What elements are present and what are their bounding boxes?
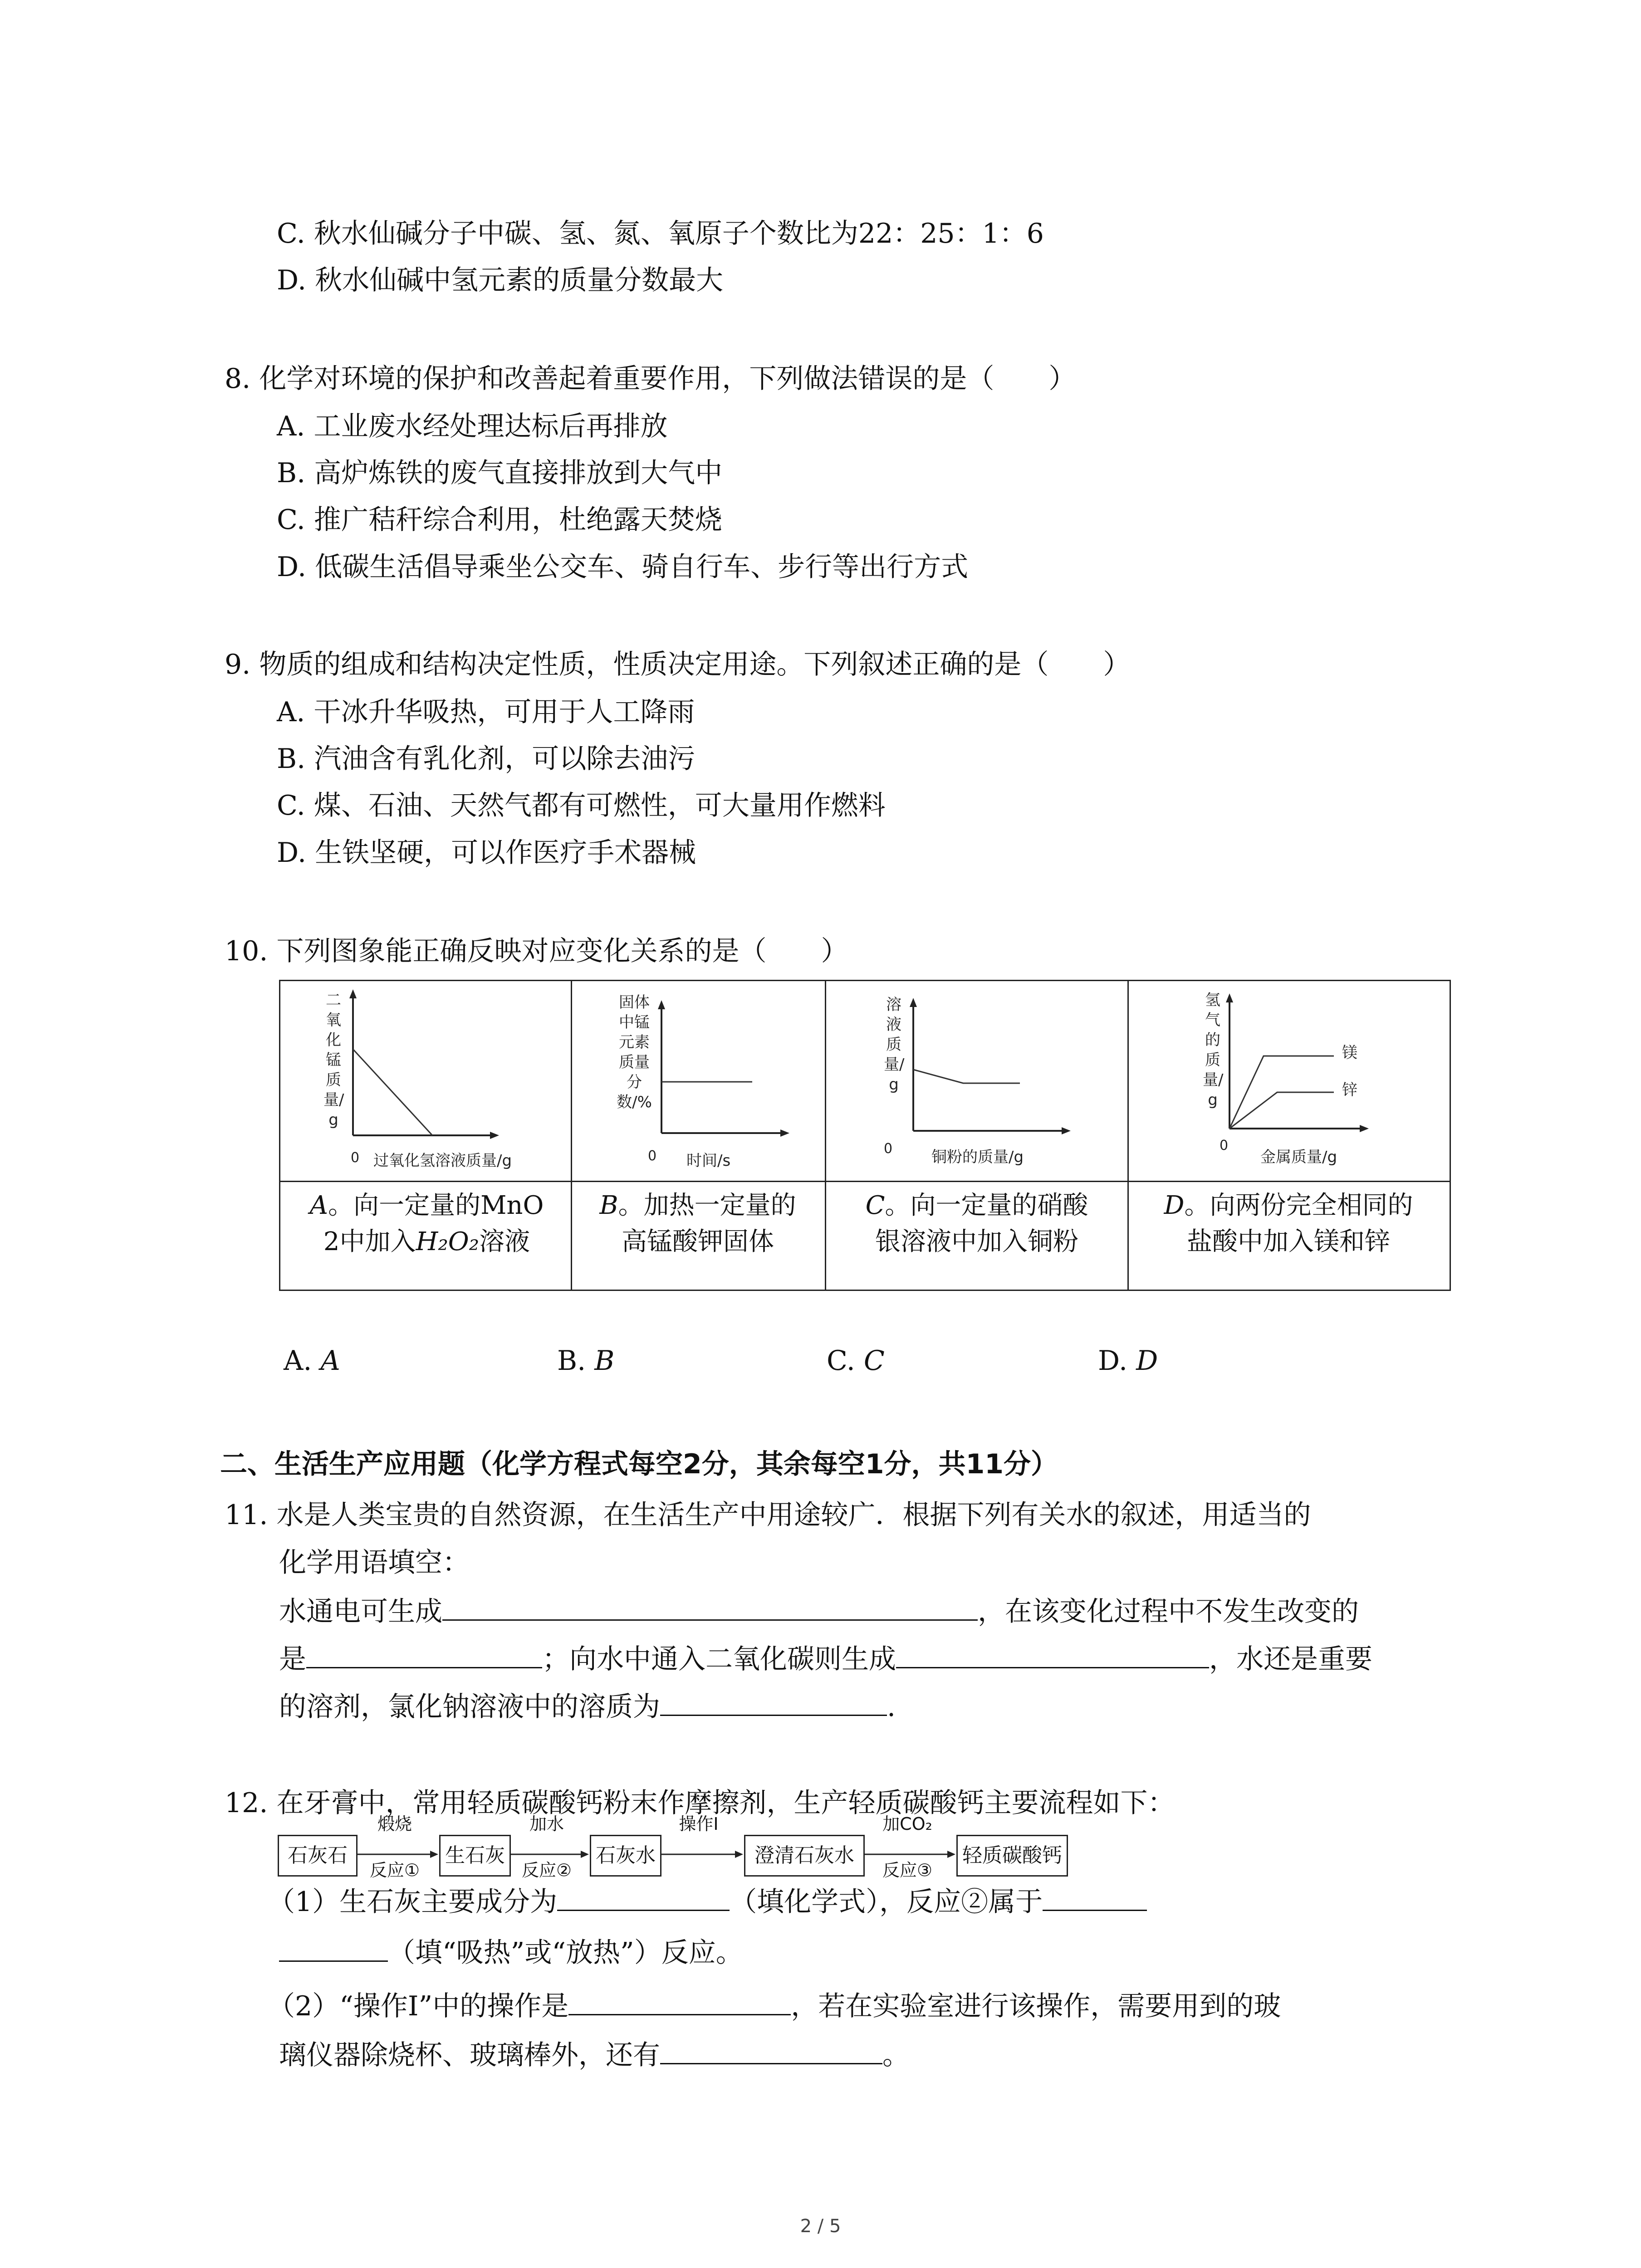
- q12-blank-3[interactable]: [568, 1987, 791, 2015]
- graph-a-origin: 0: [351, 1150, 360, 1166]
- graph-c-origin: 0: [884, 1141, 893, 1157]
- q8-stem: 8. 化学对环境的保护和改善起着重要作用，下列做法错误的是（ ）: [225, 363, 1076, 395]
- caption-c-line1: 。向一定量的硝酸: [885, 1191, 1088, 1220]
- q8-option-b: B. 高炉炼铁的废气直接排放到大气中: [277, 457, 723, 489]
- flow-box-limewater: 石灰水: [590, 1835, 661, 1877]
- section-2-title: 二、生活生产应用题（化学方程式每空2分，其余每空1分，共11分）: [220, 1448, 1058, 1480]
- q12-blank-2b[interactable]: [279, 1933, 388, 1962]
- q11-line3: 水通电可生成 ，在该变化过程中不发生改变的: [279, 1592, 1359, 1630]
- q10-answer-c: C. C: [827, 1345, 885, 1377]
- flow-arrow4-top: 加CO₂: [882, 1814, 932, 1834]
- q10-answer-b: B. B: [557, 1345, 615, 1377]
- q12-part2-line2: 璃仪器除烧杯、玻璃棒外，还有 。: [279, 2036, 910, 2073]
- q11-line4: 是 ；向水中通入二氧化碳则生成 ，水还是重要: [279, 1640, 1372, 1677]
- graph-d-origin: 0: [1220, 1138, 1229, 1154]
- caption-b-line2: 高锰酸钾固体: [622, 1227, 774, 1256]
- q11-blank-2[interactable]: [306, 1640, 542, 1668]
- flow-arrow4-bottom: 反应③: [882, 1860, 933, 1880]
- caption-a: [285, 1188, 568, 1260]
- flow-box-clear-limewater: 澄清石灰水: [744, 1835, 865, 1877]
- q10-answer-a: A. A: [284, 1345, 340, 1377]
- flow-arrow2-top: 加水: [529, 1814, 564, 1834]
- q9-option-b: B. 汽油含有乳化剂，可以除去油污: [277, 743, 696, 775]
- caption-b-letter: B: [599, 1191, 618, 1220]
- q10-stem: 10. 下列图象能正确反映对应变化关系的是（ ）: [225, 935, 848, 967]
- flow-arrow1-top: 煅烧: [377, 1814, 412, 1834]
- q9-option-a: A. 干冰升华吸热，可用于人工降雨: [277, 696, 695, 728]
- caption-d-line1: 。向两份完全相同的: [1184, 1191, 1413, 1220]
- q7-option-c: C. 秋水仙碱分子中碳、氢、氮、氧原子个数比为22：25：1：6: [277, 218, 1044, 249]
- q12-blank-1[interactable]: [557, 1882, 730, 1911]
- caption-d: [1130, 1188, 1447, 1260]
- page-number: 2 / 5: [800, 2216, 841, 2237]
- q9-stem: 9. 物质的组成和结构决定性质，性质决定用途。下列叙述正确的是（ ）: [225, 649, 1131, 680]
- caption-a-letter: A: [309, 1191, 328, 1220]
- caption-a-line1: 。向一定量的MnO: [328, 1191, 544, 1220]
- caption-a-formula: H₂O₂: [416, 1227, 480, 1256]
- q11-blank-3[interactable]: [896, 1640, 1209, 1668]
- q8-option-d: D. 低碳生活倡导乘坐公交车、骑自行车、步行等出行方式: [277, 551, 969, 583]
- q12-part1-line2: （填“吸热”或“放热”）反应。: [279, 1933, 743, 1971]
- graph-c-xlabel: 铜粉的质量/g: [931, 1148, 1024, 1166]
- q12-blank-4[interactable]: [660, 2036, 882, 2064]
- flow-arrow1-bottom: 反应①: [369, 1860, 420, 1880]
- q12-part1-line1: （1）生石灰主要成分为 （填化学式），反应②属于: [268, 1882, 1147, 1920]
- q11-line5: 的溶剂，氯化钠溶液中的溶质为 .: [279, 1687, 896, 1725]
- q9-option-d: D. 生铁坚硬，可以作医疗手术器械: [277, 837, 696, 869]
- caption-c-line2: 银溶液中加入铜粉: [875, 1227, 1078, 1256]
- caption-a-line2a: 2中加入: [323, 1227, 416, 1256]
- q11-blank-1[interactable]: [442, 1592, 978, 1621]
- q9-option-c: C. 煤、石油、天然气都有可燃性，可大量用作燃料: [277, 790, 886, 821]
- graph-b-xlabel: 时间/s: [686, 1152, 731, 1170]
- q10-graph-table: [279, 980, 1451, 1291]
- graph-d-ylabel: 氢气的质量/g: [1203, 991, 1224, 1109]
- graph-a-ylabel: 二氧化锰质量/g: [323, 991, 344, 1129]
- q8-option-c: C. 推广秸秆综合利用，杜绝露天焚烧: [277, 504, 722, 536]
- graph-a-xlabel: 过氧化氢溶液质量/g: [373, 1152, 512, 1170]
- graph-b-origin: 0: [648, 1148, 657, 1164]
- graph-d-series-mg: 镁: [1342, 1044, 1357, 1062]
- graph-c-ylabel: 溶液质量/g: [884, 996, 905, 1094]
- graph-d-xlabel: 金属质量/g: [1260, 1148, 1337, 1166]
- q11-line1: 11. 水是人类宝贵的自然资源，在生活生产中用途较广．根据下列有关水的叙述，用适当的: [225, 1499, 1311, 1531]
- q12-part2-line1: （2）“操作Ⅰ”中的操作是 ，若在实验室进行该操作，需要用到的玻: [268, 1987, 1281, 2024]
- graph-d-series-zn: 锌: [1342, 1081, 1357, 1099]
- flow-box-light-caco3: 轻质碳酸钙: [956, 1835, 1068, 1877]
- graph-b-ylabel: 固体中锰元素质量分数/%: [617, 993, 652, 1111]
- caption-a-line2b: 溶液: [479, 1227, 530, 1256]
- flow-box-limestone: 石灰石: [278, 1835, 358, 1877]
- caption-b-line1: 。加热一定量的: [618, 1191, 796, 1220]
- flow-box-quicklime: 生石灰: [439, 1835, 511, 1877]
- flow-arrows: [0, 1833, 1641, 1878]
- flow-arrow3-top: 操作Ⅰ: [679, 1814, 719, 1834]
- q11-blank-4[interactable]: [660, 1687, 887, 1716]
- q7-option-d: D. 秋水仙碱中氢元素的质量分数最大: [277, 264, 724, 296]
- caption-b: [573, 1188, 823, 1260]
- q11-line2: 化学用语填空：: [279, 1547, 470, 1579]
- caption-c-letter: C: [865, 1191, 885, 1220]
- q12-stem: 12. 在牙膏中，常用轻质碳酸钙粉末作摩擦剂，生产轻质碳酸钙主要流程如下：: [225, 1787, 1175, 1819]
- q12-blank-2a[interactable]: [1043, 1882, 1147, 1911]
- caption-c: [827, 1188, 1127, 1260]
- caption-d-letter: D: [1164, 1191, 1185, 1220]
- caption-d-line2: 盐酸中加入镁和锌: [1187, 1227, 1390, 1256]
- q8-option-a: A. 工业废水经处理达标后再排放: [277, 411, 668, 442]
- flow-arrow2-bottom: 反应②: [521, 1860, 572, 1880]
- q10-answer-d: D. D: [1098, 1345, 1158, 1377]
